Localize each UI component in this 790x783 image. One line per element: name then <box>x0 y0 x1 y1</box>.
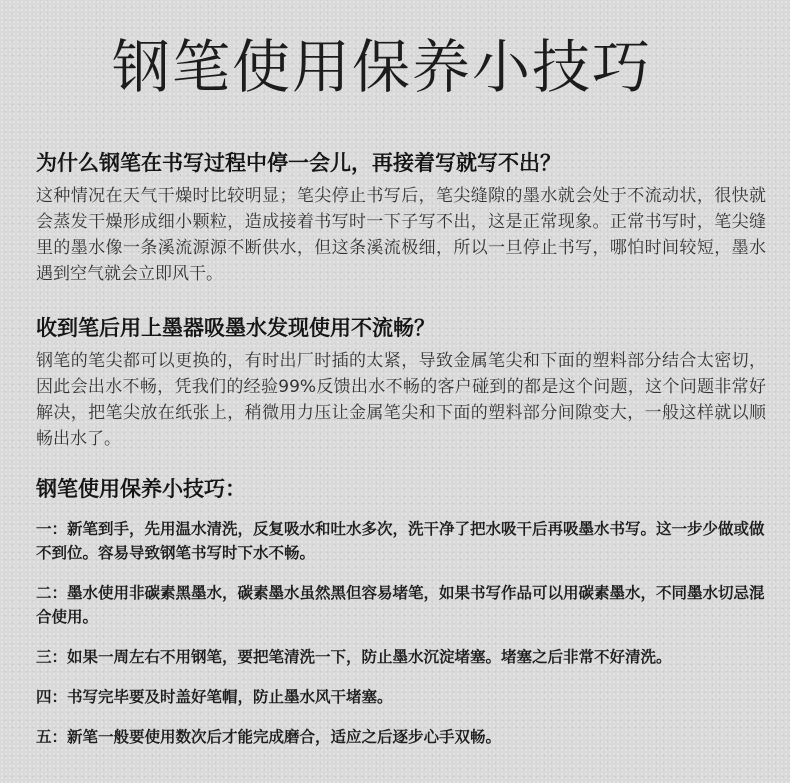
section-heading: 为什么钢笔在书写过程中停一会儿，再接着写就写不出？ <box>36 151 561 175</box>
page-title: 钢笔使用保养小技巧 <box>112 33 653 101</box>
faq-section-ink-drying <box>36 150 766 287</box>
tip-item: 一：新笔到手，先用温水清洗，反复吸水和吐水多次，洗干净了把水吸干后再吸墨水书写。这一步少做或做不到位。容易导致钢笔书写时下水不畅。 <box>36 520 765 563</box>
tip-item: 三：如果一周左右不用钢笔，要把笔清洗一下，防止墨水沉淀堵塞。堵塞之后非常不好清洗。 <box>36 648 672 667</box>
tip-item: 五：新笔一般要使用数次后才能完成磨合，适应之后逐步心手双畅。 <box>36 728 502 747</box>
section-body: 这种情况在天气干燥时比较明显；笔尖停止书写后，笔尖缝隙的墨水就会处于不流动状，很快就会蒸发干燥形成细小颗粒，造成接着书写时一下子写不出，这是正常现象。正常书写时，笔尖缝里的墨水像一条溪流源源不断供水，但这条溪流极细，所以一旦停止书写，哪怕时间较短，墨水遇到空气就会立即风干。 <box>36 186 766 285</box>
tip-item: 二：墨水使用非碳素黑墨水，碳素墨水虽然黑但容易堵笔，如果书写作品可以用碳素墨水，不同墨水切忌混合使用。 <box>36 584 765 627</box>
section-body: 钢笔的笔尖都可以更换的，有时出厂时插的太紧，导致金属笔尖和下面的塑料部分结合太密切，因此会出水不畅，凭我们的经验99%反馈出水不畅的客户碰到的都是这个问题，这个问题非常好解决，把笔尖放在纸张上，稍微用力压让金属笔尖和下面的塑料部分间隙变大，一般这样就以顺畅出水了。 <box>36 351 766 450</box>
tips-heading: 钢笔使用保养小技巧： <box>36 477 246 501</box>
faq-section-ink-flow <box>36 315 766 452</box>
tip-item: 四：书写完毕要及时盖好笔帽，防止墨水风干堵塞。 <box>36 688 393 707</box>
section-heading: 收到笔后用上墨器吸墨水发现使用不流畅？ <box>36 316 435 340</box>
tips-section <box>36 476 766 765</box>
